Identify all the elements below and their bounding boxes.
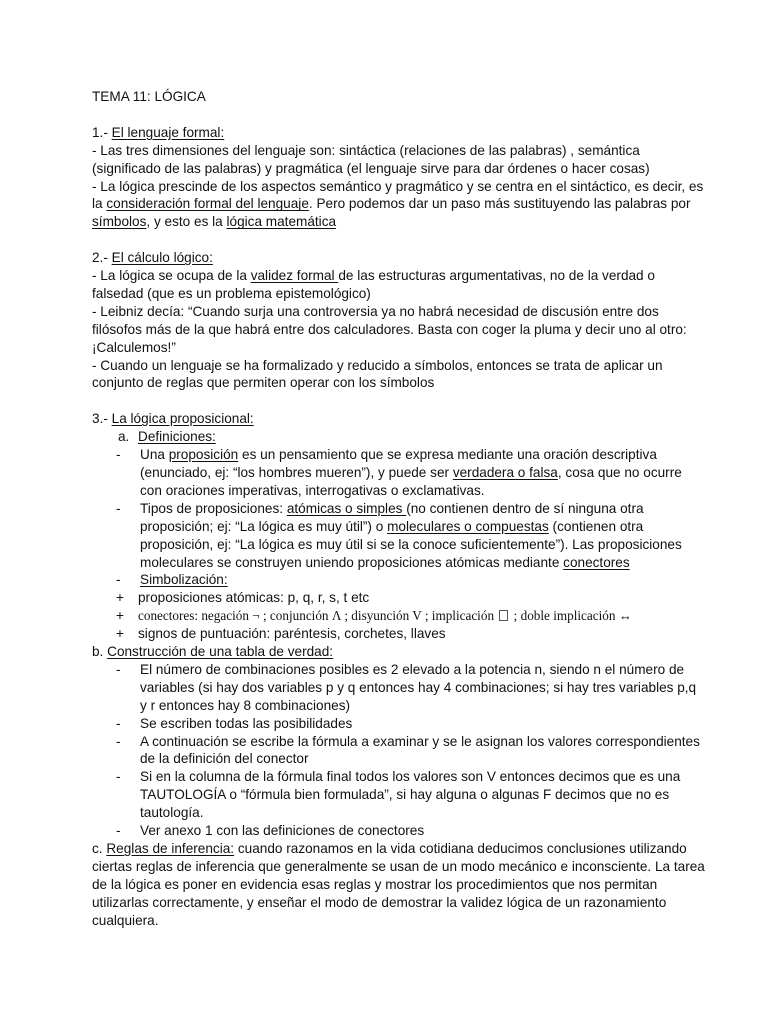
implication-symbol-icon [499, 610, 508, 621]
section-2-bullet-3: - Cuando un lenguaje se ha formalizado y reducido a símbolos, entonces se trata de aplicar un conjunto de reglas que permiten operar con los símbolos [92, 357, 663, 391]
definition-item-1: - Una proposición es un pensamiento que se expresa mediante una oración descriptiva (enunciado, ej: “los hombres mueren”), y puede ser verdadera o falsa, cosa que no ocurre con oraciones imperativas, interrogativas o exclamativas. [116, 447, 682, 498]
section-2-bullet-2: - Leibniz decía: “Cuando surja una controversia ya no habrá necesidad de discusión entre dos filósofos más de la que habrá entre dos calculadores. Basta con coger la pluma y decir uno al otro:¡Calculemos!” [92, 303, 687, 355]
definition-item-2: - Tipos de proposiciones: atómicas o simples (no contienen dentro de sí ninguna otra proposición; ej: “La lógica es muy útil”) o moleculares o compuestas (contienen otra proposición, ej: “La lógica es muy útil si se la conoce suficientemente”). Las proposiciones moleculares se construyen uniendo proposiciones atómicas mediante conectores [116, 500, 682, 570]
section-1-bullet-1: - Las tres dimensiones del lenguaje son: sintáctica (relaciones de las palabras) , semántica (significado de las palabras) y pragmática (el lenguaje sirve para dar órdenes o hacer cosas) [92, 142, 650, 176]
definition-item-3: - Simbolización: [116, 572, 228, 588]
doc-title: TEMA 11: LÓGICA [92, 89, 206, 104]
subsection-c: c. Reglas de inferencia: cuando razonamos en la vida cotidiana deducimos conclusiones utilizando ciertas reglas de inferencia que generalmente se usan de un modo mecánico e inconsciente. La tarea de la lógica es poner en evidencia esas reglas y mostrar los procedimientos que nos permitan utilizarlas correctamente, y enseñar el modo de demostrar la validez lógica de un razonamiento cualquiera. [92, 841, 705, 928]
subsection-a: a. Definiciones: [118, 429, 216, 445]
truth-table-item-2: - Se escriben todas las posibilidades [116, 715, 353, 731]
section-2-bullet-1: - La lógica se ocupa de la validez formal de las estructuras argumentativas, no de la verdad o falsedad (que es un problema epistemológico) [92, 268, 655, 301]
symbol-item-3: + signos de puntuación: paréntesis, corchetes, llaves [116, 626, 446, 642]
section-2-heading: 2.- El cálculo lógico: [92, 250, 213, 266]
truth-table-item-4: - Si en la columna de la fórmula final todos los valores son V entonces decimos que es una TAUTOLOGÍA o “fórmula bien formulada”, si hay alguna o algunas F decimos que no es tautología. [116, 769, 681, 821]
subsection-b: b. Construcción de una tabla de verdad: [92, 644, 334, 660]
section-1-heading: 1.- El lenguaje formal: [92, 124, 225, 140]
section-3-heading: 3.- La lógica proposicional: [92, 411, 254, 427]
section-1-bullet-2: - La lógica prescinde de los aspectos semántico y pragmático y se centra en el sintáctico, es decir, es la consideración formal del lenguaje. Pero podemos dar un paso más sustituyendo las palabras por símbolos, y esto es la lógica matemática [92, 178, 704, 230]
truth-table-item-3: - A continuación se escribe la fórmula a examinar y se le asignan los valores correspondientes de la definición del conector [116, 733, 700, 767]
symbol-item-2: + conectores: negación ¬ ; conjunción Λ ; disyunción V ; implicación ; doble implicación ↔ [116, 608, 632, 624]
truth-table-item-5: - Ver anexo 1 con las definiciones de conectores [116, 823, 425, 839]
truth-table-item-1: - El número de combinaciones posibles es 2 elevado a la potencia n, siendo n el número de variables (si hay dos variables p y q entonces hay 4 combinaciones; si hay tres variables p,q y r entonces hay 8 combinaciones) [116, 661, 697, 713]
symbol-item-1: + proposiciones atómicas: p, q, r, s, t etc [116, 590, 370, 606]
